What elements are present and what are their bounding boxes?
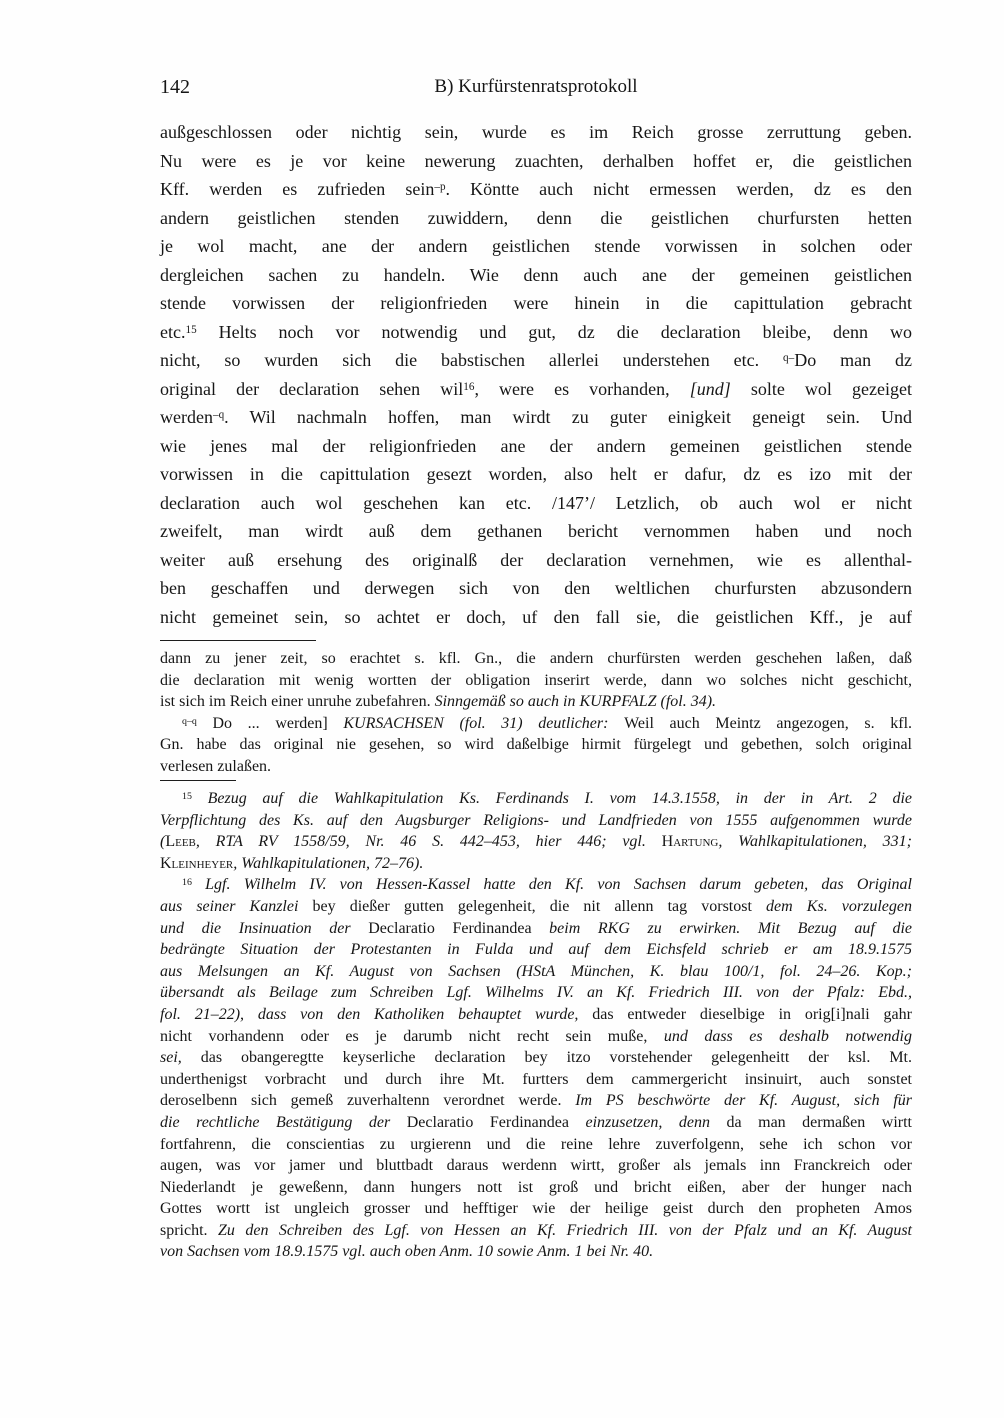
- text-segment: und die Insinuation der: [160, 919, 369, 937]
- text-segment: Verpflichtung des Ks. auf den Augsburger Religions- und Landfrieden von 1555 aufgenommen wurde: [160, 811, 912, 829]
- text-segment: spricht.: [160, 1221, 218, 1239]
- text-segment: dann zu jener zeit, so erachtet s. kfl. Gn., die andern churfürsten werden geschehen laßen, daß: [160, 650, 912, 667]
- text-line: [160, 517, 912, 546]
- text-segment: Leeb: [165, 833, 196, 851]
- text-line: [160, 147, 912, 176]
- text-line: [160, 403, 912, 432]
- text-line: [160, 1004, 912, 1026]
- page-header: [160, 76, 912, 106]
- text-segment: underthenigst vorbracht und durch ihre Mt. furtters dem cammergericht insinuirt, auch sonstet: [160, 1070, 912, 1088]
- text-segment: bedrängte Situation der Protestanten in Fulda und auf dem Eichsfeld schrieb er am 18.9.1575: [160, 941, 912, 959]
- text-segment: weiter auß ersehung des originalß der declaration vernehmen, wie es allenthal-: [160, 549, 912, 570]
- text-segment: aus seiner Kanzlei: [160, 897, 313, 915]
- text-line: [160, 961, 912, 983]
- text-line: [160, 874, 912, 896]
- text-line: [160, 118, 912, 147]
- text-line: [160, 261, 912, 290]
- text-segment: stende vorwissen der religionfrieden were hinein in die capittulation gebracht: [160, 293, 912, 313]
- text-line: [160, 982, 912, 1004]
- text-line: [160, 713, 912, 735]
- text-segment: . Wil nachmaln hoffen, man wirdt zu guter einigkeit geneigt sein. Und: [224, 407, 912, 427]
- text-line: [160, 1198, 912, 1220]
- text-segment: die rechtliche Bestätigung der: [160, 1113, 407, 1131]
- text-segment: nicht, so wurden sich die babstischen allerlei understehen etc.: [160, 350, 784, 370]
- text-segment: augen, was vor jamer und bluttbadt daraus werdenn wirtt, großer als jemals inn Franckreich oder: [160, 1157, 912, 1175]
- text-segment: Niederlandt je geweßenn, dann hungers nott ist groß und bricht eißen, aber der hunger nach: [160, 1178, 912, 1196]
- text-line: [160, 1134, 912, 1156]
- note-reference: –p: [434, 181, 446, 194]
- text-line: [160, 546, 912, 575]
- text-line: [160, 691, 912, 713]
- text-segment: , RTA RV 1558/59, Nr. 46 S. 442–453, hier 446; vgl.: [195, 833, 662, 851]
- note-reference: 15: [182, 790, 192, 802]
- text-line: [160, 670, 912, 692]
- critical-apparatus: [160, 648, 912, 778]
- text-segment: fol. 21–22), dass von den Katholiken behauptet wurde,: [160, 1005, 593, 1023]
- text-line: [160, 1220, 912, 1242]
- text-segment: außgeschlossen oder nichtig sein, wurde es im Reich grosse zerruttung geben.: [160, 122, 912, 142]
- text-line: [160, 853, 912, 875]
- text-segment: wie jenes mal der religionfrieden ane der andern gemeinen geistlichen stende: [160, 435, 912, 456]
- text-line: [160, 1155, 912, 1177]
- text-segment: andern geistlichen stenden zuwiddern, denn die geistlichen churfursten hetten: [160, 207, 912, 228]
- text-line: [160, 1112, 912, 1134]
- text-segment: deroselbenn sich gemeß zuverhaltenn verordnet werde.: [160, 1092, 576, 1110]
- text-line: [160, 432, 912, 461]
- text-segment: aus Melsungen an Kf. August von Sachsen (HStA München, K. blau 100/1, fol. 24–26. Kop.;: [160, 962, 912, 980]
- text-segment: Im PS beschwörte der Kf. August, sich für: [575, 1092, 913, 1110]
- footnote-separator-rule: [160, 780, 236, 781]
- text-segment: declaration auch wol geschehen kan etc. /147’/ Letzlich, ob auch wol er nicht: [160, 492, 912, 513]
- text-line: [160, 756, 912, 778]
- text-line: [160, 232, 912, 261]
- text-line: [160, 204, 912, 233]
- note-reference: 15: [185, 323, 197, 336]
- text-segment: nicht vorhandenn oder es je darumb nicht recht sein muße,: [160, 1027, 664, 1045]
- text-segment: , Wahlkapitulationen, 72–76).: [233, 854, 424, 872]
- text-line: [160, 788, 912, 810]
- text-segment: das obangeregtte keyserliche declaration bey itzo vorstehender gelegenheitt der ksl. Mt.: [200, 1049, 912, 1067]
- text-segment: Bezug auf die Wahlkapitulation Ks. Ferdinands I. vom 14.3.1558, in der in Art. 2 die: [191, 790, 912, 807]
- text-segment: Nu were es je vor keine newerung zuachten, derhalben hoffet er, die geistlichen: [160, 150, 912, 171]
- text-line: [160, 603, 912, 632]
- text-segment: beim RKG zu erwirken. Mit Bezug auf die: [549, 919, 913, 937]
- text-line: [160, 648, 912, 670]
- text-segment: übersandt als Beilage zum Schreiben Lgf. Wilhelms IV. an Kf. Friedrich III. von der Pfalz: Ebd.,: [160, 984, 912, 1002]
- text-segment: Kff. werden es zufrieden sein: [160, 179, 435, 199]
- text-segment: bey dießer gutten gelegenheit, die nit allenn tag vorstost: [312, 897, 767, 915]
- text-segment: werden: [160, 407, 213, 427]
- text-segment: dem Ks. vorzulegen: [766, 897, 912, 915]
- text-segment: Do ... werden]: [196, 714, 344, 732]
- main-text: [160, 118, 912, 631]
- text-segment: Gn. habe das original nie gesehen, so wird daßelbige hirmit fürgelegt und gebethen, solch original: [160, 736, 912, 754]
- text-line: [160, 460, 912, 489]
- note-reference: 16: [182, 877, 192, 889]
- text-segment: original der declaration sehen wil: [160, 378, 464, 399]
- text-segment: Hartung: [661, 833, 719, 851]
- text-segment: KURSACHSEN (fol. 31) deutlicher:: [343, 714, 625, 732]
- text-line: [160, 918, 912, 940]
- text-segment: Declaratio Ferdinandea: [406, 1113, 586, 1131]
- text-segment: das entweder dieselbige in orig[i]nali gahr: [592, 1005, 912, 1023]
- text-line: [160, 1090, 912, 1112]
- note-reference: 16: [463, 380, 475, 393]
- text-segment: Do man dz: [794, 350, 912, 370]
- text-segment: und dass es deshalb notwendig: [663, 1027, 912, 1045]
- text-segment: vorwissen in die capittulation gesezt worden, also helt er dafur, dz es izo mit der: [160, 464, 912, 484]
- text-line: [160, 574, 912, 603]
- text-segment: , were es vorhanden,: [474, 378, 690, 399]
- text-line: [160, 175, 912, 204]
- text-segment: , Wahlkapitulationen, 331;: [718, 833, 912, 851]
- text-line: [160, 375, 912, 404]
- text-segment: je wol macht, ane der andern geistlichen stende vorwissen in solchen oder: [160, 236, 912, 256]
- text-segment: dergleichen sachen zu handeln. Wie denn auch ane der gemeinen geistlichen: [160, 264, 912, 285]
- text-line: [160, 896, 912, 918]
- text-line: [160, 831, 912, 853]
- text-segment: [und]: [689, 378, 731, 399]
- running-head: B) Kurfürstenratsprotokoll: [434, 76, 638, 97]
- text-segment: sei,: [160, 1049, 201, 1067]
- text-line: [160, 1241, 912, 1263]
- text-segment: Gottes wortt ist ungleich grosser und hefftiger wie der heilige geist durch den propheten Amos: [160, 1200, 912, 1218]
- text-line: [160, 318, 912, 347]
- text-segment: etc.: [160, 321, 186, 342]
- text-line: [160, 1026, 912, 1048]
- text-segment: Kleinheyer: [160, 854, 234, 872]
- text-segment: Weil auch Meintz angezogen, s. kfl.: [624, 714, 913, 732]
- text-segment: . Köntte auch nicht ermessen werden, dz es den: [445, 179, 912, 199]
- text-line: [160, 939, 912, 961]
- text-segment: Helts noch vor notwendig und gut, dz die declaration bleibe, denn wo: [196, 321, 912, 342]
- text-segment: ben geschaffen und derwegen sich von den weltlichen churfursten abzusondern: [160, 578, 912, 598]
- text-segment: nicht gemeinet sein, so achtet er doch, uf den fall sie, die geistlichen Kff., je auf: [160, 606, 912, 627]
- text-segment: solte wol gezeiget: [730, 378, 912, 399]
- text-segment: die declaration mit wenig wortten der obligation inserirt werde, dann wo solches nicht geschicht,: [160, 671, 912, 689]
- text-segment: fortfahrenn, die conscientias zu urgierenn und die reine lehre zuverfolgenn, sehe ich schon vor: [160, 1135, 912, 1153]
- text-segment: von Sachsen vom 18.9.1575 vgl. auch oben Anm. 10 sowie Anm. 1 bei Nr. 40.: [160, 1243, 654, 1261]
- text-segment: da man dermaßen wirtt: [726, 1113, 912, 1131]
- text-line: [160, 1177, 912, 1199]
- page-number: 142: [160, 76, 190, 98]
- text-segment: einzusetzen, denn: [585, 1113, 727, 1131]
- note-reference: –q: [212, 409, 225, 422]
- text-line: [160, 1069, 912, 1091]
- text-line: [160, 289, 912, 318]
- text-line: [160, 489, 912, 518]
- text-segment: ist sich im Reich einer unruhe zubefahren.: [160, 693, 435, 711]
- text-line: [160, 346, 912, 375]
- text-segment: zweifelt, man wirdt auß dem gethanen bericht vernommen haben und noch: [160, 521, 912, 541]
- text-line: [160, 810, 912, 832]
- note-reference: q–q: [182, 715, 197, 727]
- apparatus-separator-rule: [160, 640, 316, 641]
- note-reference: q–: [783, 352, 795, 365]
- text-segment: (: [160, 833, 166, 851]
- footnotes: [160, 788, 912, 1263]
- text-segment: verlesen zulaßen.: [160, 757, 272, 775]
- text-segment: Sinngemäß so auch in KURPFALZ (fol. 34).: [434, 693, 717, 711]
- text-segment: Lgf. Wilhelm IV. von Hessen-Kassel hatte den Kf. von Sachsen darum gebeten, das Original: [191, 876, 912, 894]
- text-line: [160, 1047, 912, 1069]
- text-line: [160, 734, 912, 756]
- text-segment: Zu den Schreiben des Lgf. von Hessen an Kf. Friedrich III. von der Pfalz und an Kf. August: [218, 1221, 912, 1239]
- text-segment: Declaratio Ferdinandea: [368, 919, 550, 937]
